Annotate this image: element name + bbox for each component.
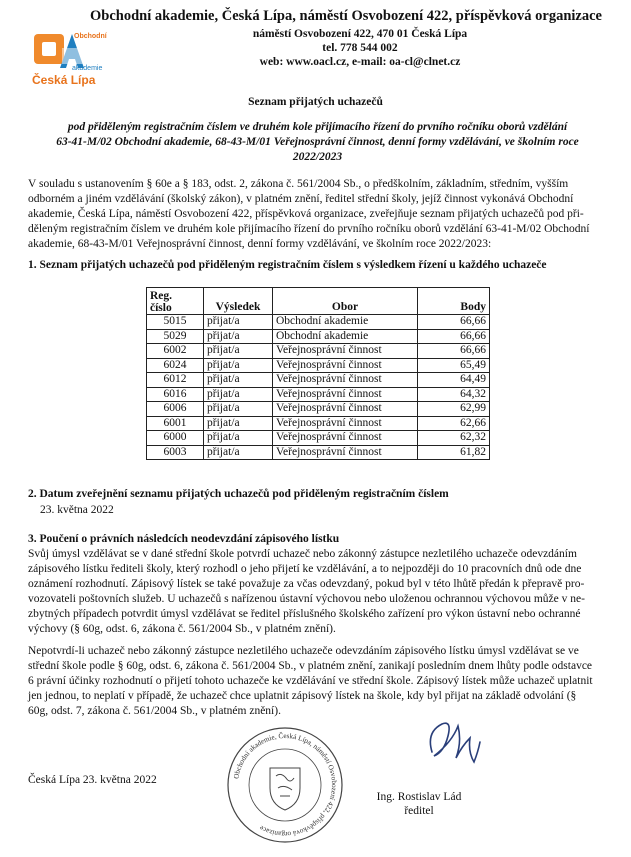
table-row bbox=[147, 445, 490, 460]
cell-result: přijat/a bbox=[204, 344, 273, 359]
subtitle-line: pod přiděleným registračním číslem ve druhém kole přijímacího řízení do prvního ročníku oborů vzdělání bbox=[67, 121, 568, 133]
subtitle-line: 63-41-M/02 Obchodní akademie, 68-43-M/01 Veřejnosprávní činnost, denní formy vzdělávání, ve školním roce bbox=[56, 136, 579, 148]
subtitle-line: 2022/2023 bbox=[292, 151, 343, 163]
cell-field: Veřejnosprávní činnost bbox=[273, 416, 418, 431]
cell-field: Veřejnosprávní činnost bbox=[273, 344, 418, 359]
table-row bbox=[147, 344, 490, 359]
column-header-reg bbox=[147, 288, 204, 315]
school-web: web: www.oacl.cz, e-mail: oa-cl@clnet.cz bbox=[259, 56, 461, 68]
document-subtitle bbox=[40, 120, 595, 165]
cell-field: Veřejnosprávní činnost bbox=[273, 373, 418, 388]
signer-name: Ing. Rostislav Lád bbox=[376, 791, 462, 803]
cell-points: 64,49 bbox=[418, 373, 490, 388]
cell-field: Veřejnosprávní činnost bbox=[273, 387, 418, 402]
intro-line: akademie, 68-43-M/01 Veřejnosprávní činnost, denní formy vzdělávání, ve školním roce 2022/2023: bbox=[28, 238, 492, 250]
cell-field: Veřejnosprávní činnost bbox=[273, 358, 418, 373]
cell-result: přijat/a bbox=[204, 387, 273, 402]
intro-line: akademie, Česká Lípa, náměstí Osvobození 422, příspěvková organizace, zveřejňuje seznam přijatých uchazečů pod při- bbox=[28, 208, 584, 220]
section3-paragraph-1 bbox=[28, 547, 610, 637]
cell-points: 65,49 bbox=[418, 358, 490, 373]
cell-points: 66,66 bbox=[418, 329, 490, 344]
table-row bbox=[147, 387, 490, 402]
cell-points: 64,32 bbox=[418, 387, 490, 402]
section2-heading: 2. Datum zveřejnění seznamu přijatých uchazečů pod přiděleným registračním číslem bbox=[28, 488, 449, 500]
cell-reg: 6016 bbox=[147, 387, 204, 402]
cell-points: 66,66 bbox=[418, 344, 490, 359]
cell-points: 66,66 bbox=[418, 315, 490, 330]
school-logo bbox=[26, 24, 118, 90]
place-and-date: Česká Lípa 23. května 2022 bbox=[28, 774, 157, 786]
cell-field: Veřejnosprávní činnost bbox=[273, 431, 418, 446]
cell-reg: 5015 bbox=[147, 315, 204, 330]
school-name: Obchodní akademie, Česká Lípa, náměstí Osvobození 422, příspěvková organizace bbox=[90, 8, 602, 24]
logo-text-bottom: Česká Lípa bbox=[32, 73, 96, 87]
intro-line: odborném a jiném vzdělávání (školský zákon), v platném znění, ředitel střední školy, jejíž činnost vykonává Obchodní bbox=[28, 193, 574, 205]
cell-points: 61,82 bbox=[418, 445, 490, 460]
cell-reg: 6024 bbox=[147, 358, 204, 373]
cell-field: Obchodní akademie bbox=[273, 315, 418, 330]
table-row bbox=[147, 358, 490, 373]
cell-field: Veřejnosprávní činnost bbox=[273, 445, 418, 460]
section3-paragraph-2 bbox=[28, 644, 610, 719]
cell-result: přijat/a bbox=[204, 416, 273, 431]
cell-reg: 6012 bbox=[147, 373, 204, 388]
table-row bbox=[147, 329, 490, 344]
column-header-reg-line1: Reg. bbox=[150, 290, 173, 302]
logo-text-mid: akademie bbox=[72, 65, 103, 72]
table-row bbox=[147, 416, 490, 431]
stamp-text: Obchodní akademie, Česká Lípa, náměstí Osvobození 422, příspěvková organizace bbox=[232, 731, 339, 839]
table-row bbox=[147, 373, 490, 388]
publication-date: 23. května 2022 bbox=[40, 504, 114, 516]
paragraph-line: 60g, odst. 7, zákona č. 561/2004 Sb., v platném znění). bbox=[28, 705, 281, 717]
signature bbox=[418, 712, 488, 772]
section3-heading: 3. Poučení o právních následcích neodevzdání zápisového lístku bbox=[28, 533, 340, 545]
cell-reg: 6003 bbox=[147, 445, 204, 460]
cell-points: 62,99 bbox=[418, 402, 490, 417]
cell-result: přijat/a bbox=[204, 329, 273, 344]
signer-role: ředitel bbox=[404, 805, 434, 817]
cell-reg: 6001 bbox=[147, 416, 204, 431]
paragraph-line: Nepotvrdí-li uchazeč nebo zákonný zástupce nezletilého uchazeče odevzdáním zápisového lístku úmysl vzdělávat se ve bbox=[28, 645, 579, 657]
paragraph-line: střední škole podle § 60g, odst. 6, zákona č. 561/2004 Sb., v platném znění, zanikají posledním dnem lhůty podle odstavce bbox=[28, 660, 593, 672]
cell-result: přijat/a bbox=[204, 402, 273, 417]
paragraph-line: zbytných případech potvrdit úmysl vzdělávat se ředitel příslušného školského zařízení pro výkon ústavní nebo ochranné bbox=[28, 608, 581, 620]
paragraph-line: 6 právní účinky rozhodnutí o přijetí tohoto uchazeče ke vzdělávání ve střední škole. Zápisový lístek může uchazeč uplatnit bbox=[28, 675, 593, 687]
cell-points: 62,32 bbox=[418, 431, 490, 446]
column-header-points: Body bbox=[418, 288, 490, 315]
cell-reg: 5029 bbox=[147, 329, 204, 344]
table-row bbox=[147, 402, 490, 417]
official-stamp bbox=[226, 726, 344, 844]
school-address: náměstí Osvobození 422, 470 01 Česká Lípa bbox=[252, 28, 468, 40]
column-header-field: Obor bbox=[273, 288, 418, 315]
paragraph-line: Svůj úmysl vzdělávat se v dané střední škole potvrdí uchazeč nebo zákonný zástupce nezletilého uchazeče odevzdáním bbox=[28, 548, 577, 560]
cell-result: přijat/a bbox=[204, 315, 273, 330]
table-row bbox=[147, 431, 490, 446]
school-phone: tel. 778 544 002 bbox=[322, 42, 398, 54]
cell-reg: 6000 bbox=[147, 431, 204, 446]
table-row bbox=[147, 315, 490, 330]
cell-result: přijat/a bbox=[204, 358, 273, 373]
intro-line: V souladu s ustanovením § 60e a § 183, odst. 2, zákona č. 561/2004 Sb., o předškolním, základním, středním, vyšším bbox=[28, 178, 569, 190]
section1-heading: 1. Seznam přijatých uchazečů pod přiděleným registračním číslem s výsledkem řízení u každého uchazeče bbox=[28, 259, 547, 271]
results-table bbox=[146, 287, 490, 460]
coat-of-arms-icon bbox=[270, 768, 300, 810]
logo-text-top: Obchodní bbox=[74, 33, 107, 40]
paragraph-line: oznámení rozhodnutí. Zápisový lístek se také považuje za včas odevzdaný, pokud byl v této lhůtě předán k přepravě pro- bbox=[28, 578, 585, 590]
cell-result: přijat/a bbox=[204, 373, 273, 388]
paragraph-line: vozovateli poštovních služeb. U uchazečů s nařízenou ústavní výchovou nebo uloženou ochrannou výchovou může v ne- bbox=[28, 593, 585, 605]
document-title: Seznam přijatých uchazečů bbox=[248, 96, 383, 108]
paragraph-line: zápisového lístku řediteli školy, který rozhodl o jeho přijetí ke vzdělávání, a to nejpozději do 10 pracovních dnů ode dne bbox=[28, 563, 582, 575]
cell-field: Veřejnosprávní činnost bbox=[273, 402, 418, 417]
paragraph-line: jen jednou, to neplatí v případě, že uchazeč chce uplatnit zápisový lístek na škole, kdy byl přijat na základě odvolání (§ bbox=[28, 690, 577, 702]
cell-reg: 6006 bbox=[147, 402, 204, 417]
paragraph-line: výchovy (§ 60g, odst. 6, zákona č. 561/2004 Sb., v platném znění). bbox=[28, 623, 336, 635]
intro-paragraph bbox=[28, 177, 608, 252]
cell-result: přijat/a bbox=[204, 431, 273, 446]
column-header-reg-line2: číslo bbox=[150, 302, 172, 314]
table-header-row bbox=[147, 288, 490, 315]
column-header-result: Výsledek bbox=[204, 288, 273, 315]
cell-points: 62,66 bbox=[418, 416, 490, 431]
cell-field: Obchodní akademie bbox=[273, 329, 418, 344]
signer-block bbox=[364, 790, 474, 818]
cell-reg: 6002 bbox=[147, 344, 204, 359]
cell-result: přijat/a bbox=[204, 445, 273, 460]
intro-line: děleným registračním číslem ve druhém kole přijímacího řízení do prvního ročníku oborů vzdělání 63-41-M/02 Obchodní bbox=[28, 223, 590, 235]
